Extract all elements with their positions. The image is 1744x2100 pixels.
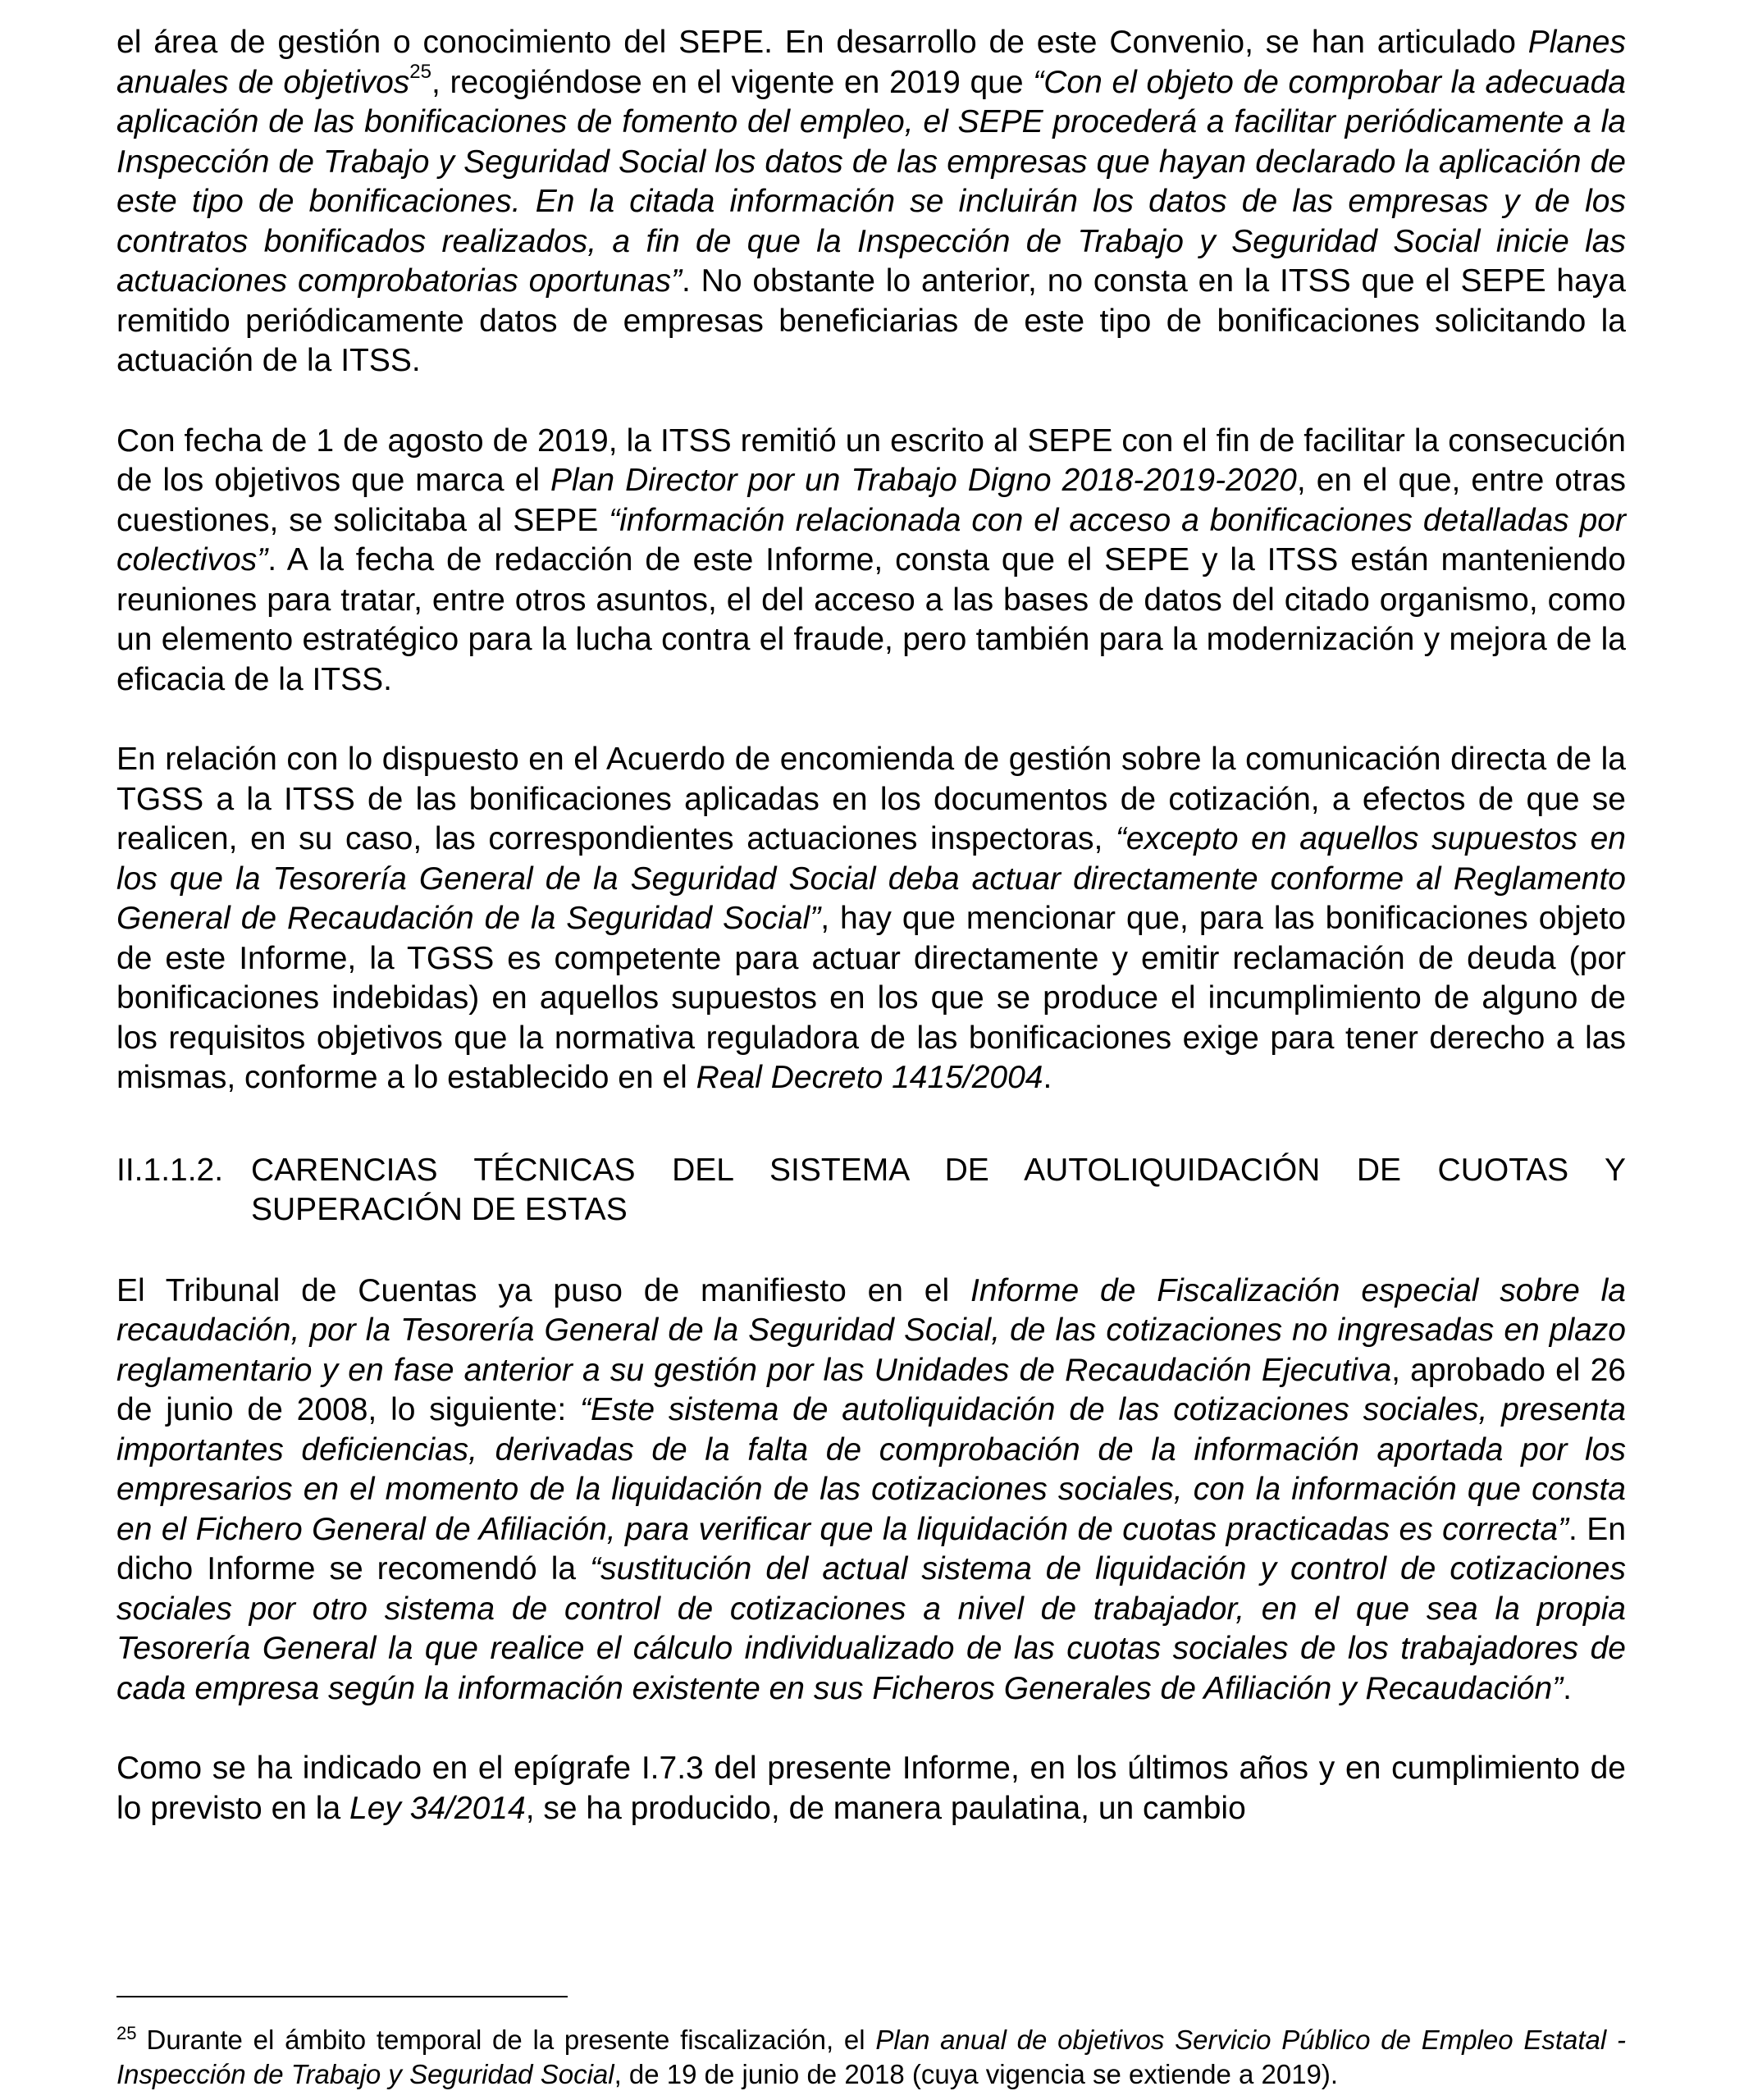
document-body bbox=[116, 23, 1626, 1828]
paragraph bbox=[116, 1749, 1626, 1828]
text-run: El Tribunal de Cuentas ya puso de manifiesto en el bbox=[116, 1272, 970, 1308]
text-run: Como se ha indicado en el epígrafe I.7.3 del presente Informe, en los últimos años y en cumplimiento de lo previsto en la bbox=[116, 1751, 1626, 1826]
italic-run: Plan anual de objetivos Servicio Público de Empleo Estatal - Inspección de Trabajo y Seguridad Social bbox=[116, 2025, 1626, 2089]
text-run: En relación con lo dispuesto en el Acuerdo de encomienda de gestión sobre la comunicación directa de la TGSS a la ITSS de las bonificaciones aplicadas en los documentos de cotización, a efectos de que se realicen, en su caso, las correspondientes actuaciones inspectoras, bbox=[116, 742, 1626, 856]
italic-quote: “excepto en aquellos supuestos en los que la Tesorería General de la Seguridad Social deba actuar directamente conforme al Reglamento General de Recaudación de la Seguridad Social” bbox=[116, 821, 1626, 936]
italic-quote: “Con el objeto de comprobar la adecuada aplicación de las bonificaciones de fomento del empleo, el SEPE procederá a facilitar periódicamente a la Inspección de Trabajo y Seguridad Social los datos de las empresas que hayan declarado la aplicación de este tipo de bonificaciones. En la citada información se incluirán los datos de las empresas y de los contratos bonificados realizados, a fin de que la Inspección de Trabajo y Seguridad Social inicie las actuaciones comprobatorias oportunas” bbox=[116, 64, 1626, 299]
text-run: Con fecha de 1 de agosto de 2019, la ITSS remitió un escrito al SEPE con el fin de facilitar la consecución de los objetivos que marca el bbox=[116, 422, 1626, 498]
italic-run: Plan Director por un Trabajo Digno 2018-2019-2020 bbox=[550, 463, 1297, 498]
footnote-number: 25 bbox=[116, 2023, 137, 2043]
text-run: . A la fecha de redacción de este Informe, consta que el SEPE y la ITSS están manteniendo reuniones para tratar, entre otros asuntos, el del acceso a las bases de datos del citado organismo, como un elemento estratégico para la lucha contra el fraude, pero también para la modernización y mejora de la eficacia de la ITSS. bbox=[116, 542, 1626, 697]
text-run: . bbox=[1043, 1060, 1052, 1095]
section-title-line: SUPERACIÓN DE ESTAS bbox=[251, 1192, 628, 1227]
italic-run: Planes anuales de objetivos bbox=[116, 25, 1626, 100]
text-run: , en el que, entre otras cuestiones, se solicitaba al SEPE bbox=[116, 463, 1626, 538]
italic-quote: “información relacionada con el acceso a bonificaciones detalladas por colectivos” bbox=[116, 502, 1626, 578]
footnote-separator bbox=[116, 1996, 568, 1997]
section-title-line: CARENCIAS TÉCNICAS DEL SISTEMA DE AUTOLIQUIDACIÓN DE CUOTAS Y bbox=[251, 1152, 1626, 1188]
section-heading bbox=[116, 1151, 1626, 1230]
text-run: , de 19 de junio de 2018 (cuya vigencia se extiende a 2019). bbox=[614, 2059, 1339, 2089]
italic-quote: “sustitución del actual sistema de liquidación y control de cotizaciones sociales por otro sistema de control de cotizaciones a nivel de trabajador, en el que sea la propia Tesorería General la que realice el cálculo individualizado de las cuotas sociales de los trabajadores de cada empresa según la información existente en sus Ficheros Generales de Afiliación y Recaudación” bbox=[116, 1551, 1626, 1706]
text-run: , aprobado el 26 de junio de 2008, lo siguiente: bbox=[116, 1352, 1626, 1427]
text-run: . En dicho Informe se recomendó la bbox=[116, 1511, 1627, 1586]
text-run: , se ha producido, de manera paulatina, un cambio bbox=[525, 1790, 1246, 1826]
italic-run: Informe de Fiscalización especial sobre la recaudación, por la Tesorería General de la Seguridad Social, de las cotizaciones no ingresadas en plazo reglamentario y en fase anterior a su gestión por las Unidades de Recaudación Ejecutiva bbox=[116, 1272, 1626, 1388]
footnote bbox=[116, 2023, 1626, 2092]
paragraph bbox=[116, 1271, 1626, 1710]
text-run: el área de gestión o conocimiento del SEPE. En desarrollo de este Convenio, se han articulado bbox=[116, 25, 1528, 60]
italic-run: Real Decreto 1415/2004 bbox=[696, 1060, 1043, 1095]
text-run: , hay que mencionar que, para las bonificaciones objeto de este Informe, la TGSS es competente para actuar directamente y emitir reclamación de deuda (por bonificaciones indebidas) en aquellos supuestos en los que se produce el incumplimiento de alguno de los requisitos objetivos que la normativa reguladora de las bonificaciones exige para tener derecho a las mismas, conforme a lo establecido en el bbox=[116, 901, 1627, 1095]
text-run: . No obstante lo anterior, no consta en la ITSS que el SEPE haya remitido periódicamente datos de empresas beneficiarias de este tipo de bonificaciones solicitando la actuación de la ITSS. bbox=[116, 263, 1626, 378]
text-run: , recogiéndose en el vigente en 2019 que bbox=[431, 64, 1034, 100]
paragraph bbox=[116, 740, 1626, 1098]
section-title bbox=[251, 1151, 1626, 1230]
section-number: II.1.1.2. bbox=[116, 1152, 224, 1188]
text-run: Durante el ámbito temporal de la presente fiscalización, el bbox=[146, 2025, 876, 2055]
paragraph bbox=[116, 23, 1626, 381]
italic-run: Ley 34/2014 bbox=[349, 1790, 526, 1826]
footnote-reference[interactable]: 25 bbox=[409, 60, 431, 83]
italic-quote: “Este sistema de autoliquidación de las cotizaciones sociales, presenta importantes deficiencias, derivadas de la falta de comprobación de la información aportada por los empresarios en el momento de la liquidación de las cotizaciones sociales, con la información que consta en el Fichero General de Afiliación, para verificar que la liquidación de cuotas practicadas es correcta” bbox=[116, 1392, 1626, 1547]
paragraph bbox=[116, 422, 1626, 701]
text-run: . bbox=[1563, 1670, 1573, 1706]
